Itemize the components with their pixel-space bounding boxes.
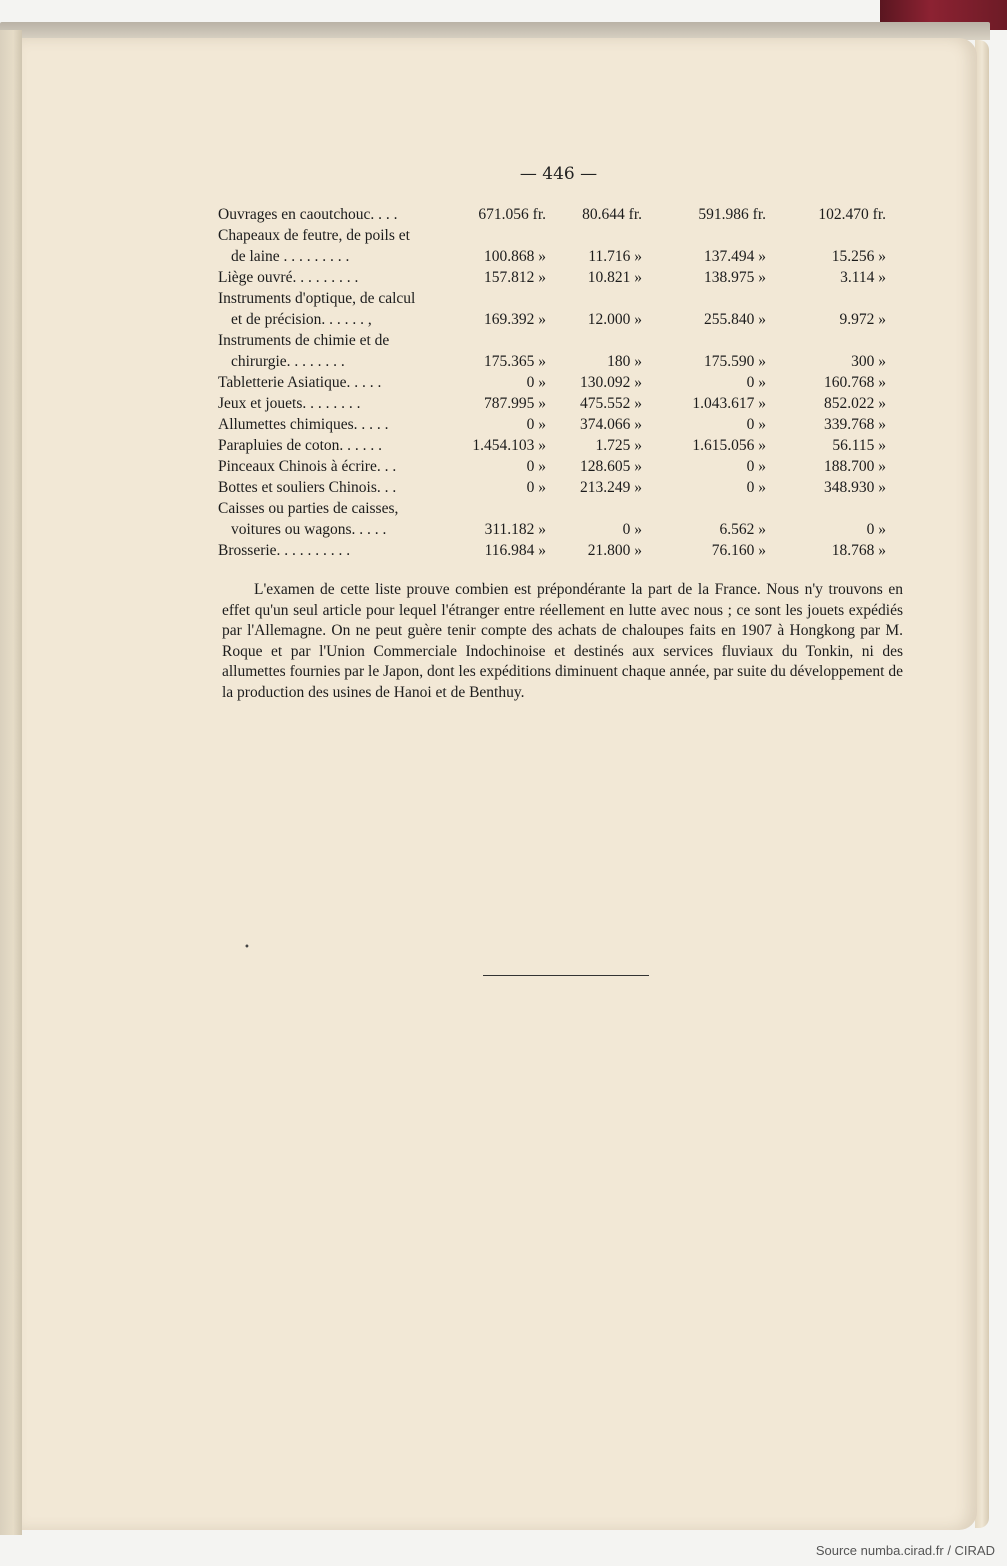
row-label: Pinceaux Chinois à écrire. . . — [218, 458, 397, 475]
row-value: 0 » — [526, 479, 546, 496]
row-value: 18.768 » — [831, 542, 886, 559]
row-value: 102.470 fr. — [818, 206, 886, 223]
page-number: — 446 — — [519, 164, 598, 184]
row-label: voitures ou wagons. . . . . — [231, 521, 387, 538]
table-row — [218, 437, 898, 458]
row-label: Instruments de chimie et de — [218, 332, 390, 349]
row-value: 1.725 » — [595, 437, 642, 454]
row-value: 157.812 » — [484, 269, 546, 286]
table-row — [218, 248, 898, 269]
row-value: 348.930 » — [824, 479, 886, 496]
row-value: 9.972 » — [839, 311, 886, 328]
row-value: 128.605 » — [580, 458, 642, 475]
row-value: 339.768 » — [824, 416, 886, 433]
page-right-edge — [975, 40, 989, 1528]
stray-mark: • — [244, 942, 250, 953]
row-value: 591.986 fr. — [698, 206, 766, 223]
table-row — [218, 353, 898, 374]
row-value: 0 » — [866, 521, 886, 538]
row-label: et de précision. . . . . . , — [231, 311, 372, 328]
row-value: 475.552 » — [580, 395, 642, 412]
row-value: 0 » — [526, 458, 546, 475]
row-value: 0 » — [746, 374, 766, 391]
table-row — [218, 311, 898, 332]
row-value: 12.000 » — [587, 311, 642, 328]
row-label: Bottes et souliers Chinois. . . — [218, 479, 397, 496]
row-value: 10.821 » — [587, 269, 642, 286]
book-left-edge — [0, 30, 22, 1535]
table-row — [218, 206, 898, 227]
row-label: de laine . . . . . . . . . — [231, 248, 350, 265]
row-value: 137.494 » — [704, 248, 766, 265]
row-value: 0 » — [746, 416, 766, 433]
row-value: 311.182 » — [484, 521, 546, 538]
row-value: 138.975 » — [704, 269, 766, 286]
row-label: Instruments d'optique, de calcul — [218, 290, 416, 307]
row-value: 188.700 » — [824, 458, 886, 475]
table-row — [218, 374, 898, 395]
table-row — [218, 332, 898, 353]
row-label: Brosserie. . . . . . . . . . — [218, 542, 351, 559]
row-label: Chapeaux de feutre, de poils et — [218, 227, 410, 244]
row-label: Jeux et jouets. . . . . . . . — [218, 395, 361, 412]
row-label: Liège ouvré. . . . . . . . . — [218, 269, 359, 286]
row-label: Tabletterie Asiatique. . . . . — [218, 374, 382, 391]
row-value: 0 » — [526, 416, 546, 433]
row-label: Caisses ou parties de caisses, — [218, 500, 399, 517]
section-rule — [483, 975, 649, 976]
table-row — [218, 269, 898, 290]
table-row — [218, 395, 898, 416]
row-value: 116.984 » — [484, 542, 546, 559]
row-value: 180 » — [607, 353, 642, 370]
table-row — [218, 458, 898, 479]
table-row — [218, 500, 898, 521]
table-row — [218, 290, 898, 311]
row-value: 76.160 » — [711, 542, 766, 559]
row-value: 787.995 » — [484, 395, 546, 412]
row-label: Ouvrages en caoutchouc. . . . — [218, 206, 398, 223]
row-value: 0 » — [526, 374, 546, 391]
row-value: 671.056 fr. — [478, 206, 546, 223]
row-value: 6.562 » — [719, 521, 766, 538]
row-value: 0 » — [746, 458, 766, 475]
row-label: Allumettes chimiques. . . . . — [218, 416, 389, 433]
row-value: 0 » — [746, 479, 766, 496]
row-value: 169.392 » — [484, 311, 546, 328]
row-value: 300 » — [851, 353, 886, 370]
row-value: 56.115 » — [832, 437, 886, 454]
table-row — [218, 227, 898, 248]
row-label: Parapluies de coton. . . . . . — [218, 437, 383, 454]
row-value: 11.716 » — [588, 248, 642, 265]
table-row — [218, 521, 898, 542]
row-value: 255.840 » — [704, 311, 766, 328]
row-value: 3.114 » — [840, 269, 886, 286]
table-row — [218, 479, 898, 500]
row-value: 80.644 fr. — [582, 206, 642, 223]
row-value: 175.365 » — [484, 353, 546, 370]
row-value: 1.043.617 » — [692, 395, 766, 412]
row-value: 213.249 » — [580, 479, 642, 496]
table-row — [218, 542, 898, 563]
row-value: 21.800 » — [587, 542, 642, 559]
row-value: 160.768 » — [824, 374, 886, 391]
row-value: 175.590 » — [704, 353, 766, 370]
row-value: 374.066 » — [580, 416, 642, 433]
row-value: 100.868 » — [484, 248, 546, 265]
body-paragraph: L'examen de cette liste prouve combien est prépondérante la part de la France. Nous n'y trouvons en effet qu'un seul article pour lequel l'étranger entre réellement en lutte avec nous ; ce sont les jouets expédiés par l'Allemagne. On ne peut guère tenir compte des achats de chaloupes faits en 1907 à Hongkong par M. Roque et par l'Union Commerciale Indochinoise et destinés aux services fluviaux du Tonkin, ni des allumettes fournies par le Japon, dont les expéditions diminuent chaque année, par suite du développement de la production des usines de Hanoi et de Benthuy. — [222, 581, 903, 701]
row-value: 1.615.056 » — [692, 437, 766, 454]
row-value: 1.454.103 » — [472, 437, 546, 454]
row-value: 130.092 » — [580, 374, 642, 391]
table-row — [218, 416, 898, 437]
source-credit: Source numba.cirad.fr / CIRAD — [815, 1543, 995, 1558]
row-value: 852.022 » — [824, 395, 886, 412]
row-value: 15.256 » — [831, 248, 886, 265]
row-label: chirurgie. . . . . . . . — [231, 353, 345, 370]
import-table — [218, 206, 898, 563]
row-value: 0 » — [622, 521, 642, 538]
